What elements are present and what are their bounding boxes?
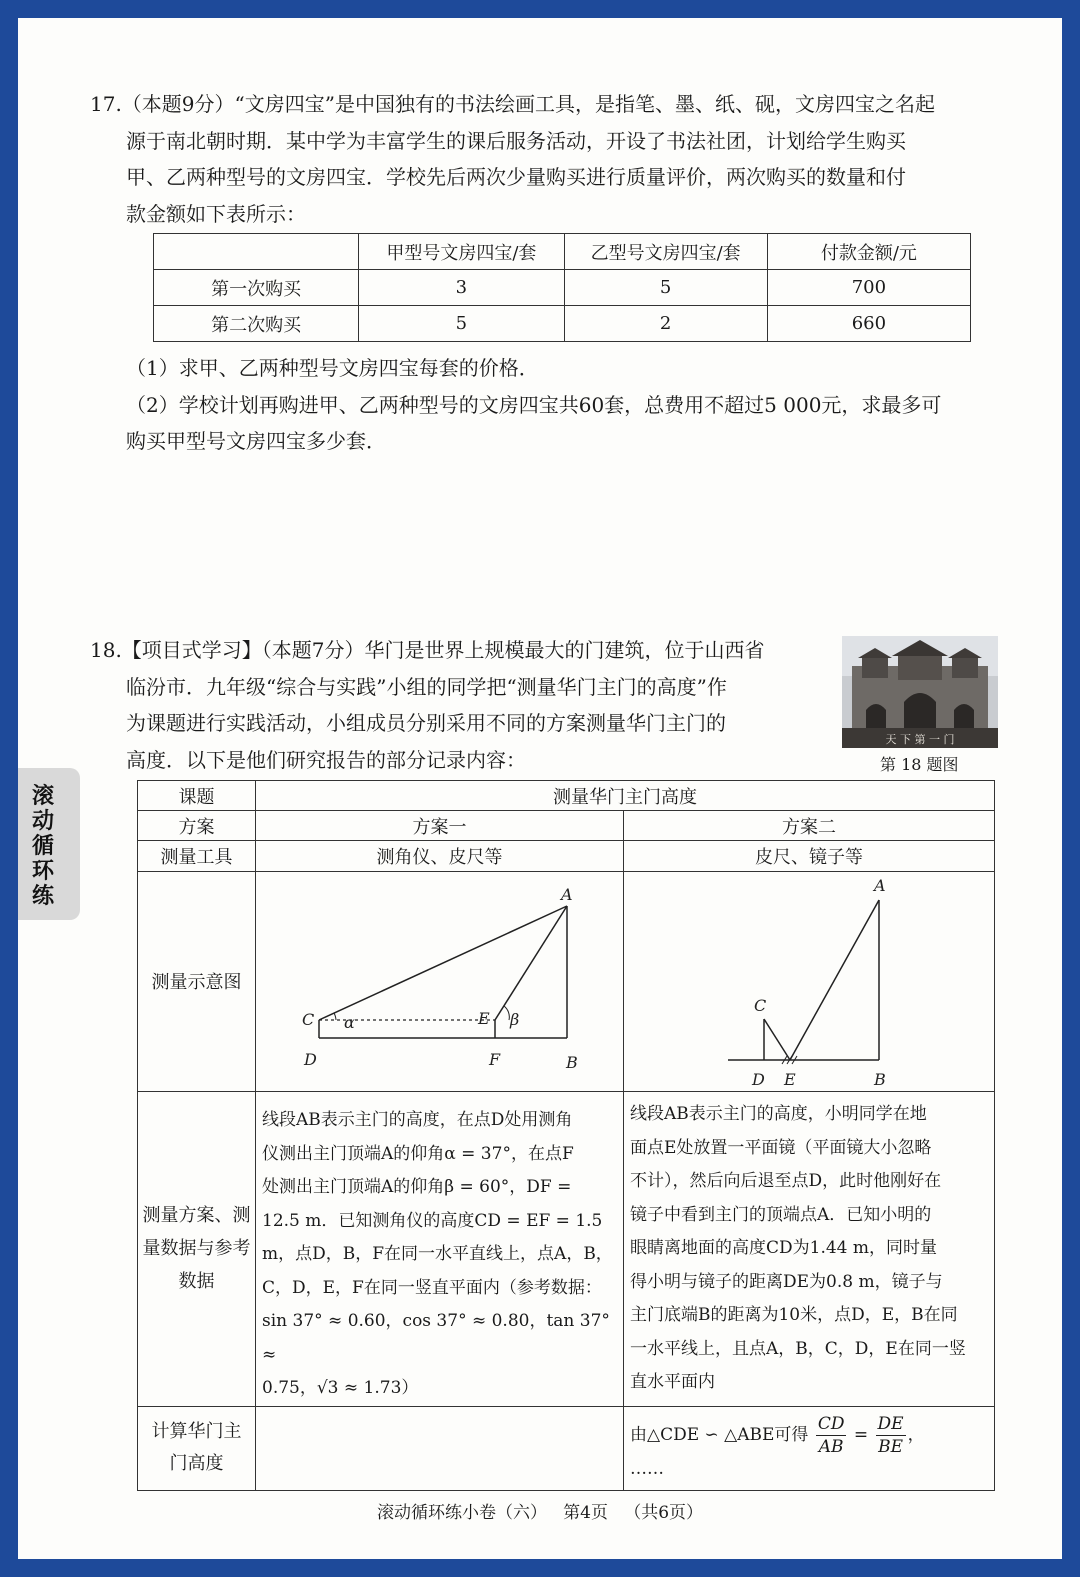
data-1-line: 线段AB表示主门的高度，在点D处用测角 (262, 1110, 573, 1130)
angle-beta-arc (504, 1006, 509, 1020)
row-label-topic: 课题 (138, 781, 256, 811)
label-beta: β (510, 1009, 520, 1029)
data-2-line: 不计），然后向后退至点D，此时他刚好在 (630, 1171, 942, 1191)
diagram-1 (256, 873, 622, 1091)
fraction-de-be (876, 1413, 906, 1458)
line-CA (319, 906, 567, 1020)
table-header-row (154, 234, 971, 270)
angle-alpha-arc (334, 1013, 336, 1020)
calc-2-formula (630, 1413, 988, 1458)
side-tab (18, 768, 80, 920)
label-alpha: α (344, 1012, 355, 1032)
table-cell: 700 (767, 270, 970, 306)
fraction-denominator: BE (878, 1436, 904, 1457)
data-2-line: 线段AB表示主门的高度，小明同学在地 (630, 1104, 927, 1124)
calc-2 (624, 1406, 995, 1490)
table-row (138, 1092, 995, 1407)
data-2-line: 眼睛离地面的高度CD为1.44 m，同时量 (630, 1238, 938, 1258)
calc-2-ellipsis: …… (630, 1458, 664, 1479)
table-row (154, 270, 971, 306)
q17-subquestions (126, 350, 1006, 460)
fraction-denominator: AB (818, 1436, 844, 1457)
row-label-data-text: 测量方案、测量数据与参考数据 (142, 1205, 251, 1293)
calc-2-prefix: 由△CDE ∽ △ABE可得 (630, 1424, 809, 1445)
q17-line-3: 甲、乙两种型号的文房四宝．学校先后两次少量购买进行质量评价，两次购买的数量和付 (126, 165, 906, 189)
row-label-calc-text: 计算华门主门高度 (151, 1421, 242, 1474)
q17-sub2-line-2: 购买甲型号文房四宝多少套． (126, 429, 386, 453)
table-header-cell: 甲型号文房四宝/套 (359, 234, 564, 270)
q18-line-3: 为课题进行实践活动，小组成员分别采用不同的方案测量华门主门的 (126, 711, 726, 735)
q17-sub2-line-1: （2）学校计划再购进甲、乙两种型号的文房四宝共60套，总费用不超过5 000元，求最多可 (126, 392, 942, 417)
diagram-2-cell (624, 872, 995, 1092)
q18-line-4: 高度．以下是他们研究报告的部分记录内容： (126, 747, 526, 772)
fraction-cd-ab (816, 1413, 847, 1458)
topic-value: 测量华门主门高度 (256, 781, 995, 811)
line-EA (790, 900, 879, 1060)
tools-2: 皮尺、镜子等 (624, 841, 995, 872)
table-row (138, 1406, 995, 1490)
label-C: C (302, 1009, 315, 1029)
side-tab-label: 滚动循环练 (32, 784, 55, 909)
plan-2: 方案二 (624, 811, 995, 841)
q17-table (153, 233, 971, 342)
data-2-line: 面点E处放置一平面镜（平面镜大小忽略 (630, 1137, 932, 1158)
data-1-line: sin 37° ≈ 0.60，cos 37° ≈ 0.80，tan 37° ≈ (262, 1311, 610, 1365)
q17-line-1: 17.（本题9分）“文房四宝”是中国独有的书法绘画工具，是指笔、墨、纸、砚，文房四宝之名起 (90, 92, 935, 116)
calc-2-comma: ， (907, 1424, 925, 1445)
data-2 (624, 1092, 995, 1407)
table-header-cell: 付款金额/元 (767, 234, 970, 270)
data-2-line: 镜子中看到主门的顶端点A．已知小明的 (630, 1204, 932, 1225)
table-cell: 第二次购买 (154, 306, 359, 342)
label-C: C (754, 995, 767, 1015)
table-header-cell: 乙型号文房四宝/套 (564, 234, 767, 270)
row-label-data (138, 1092, 256, 1407)
data-1-line: 仪测出主门顶端A的仰角α = 37°，在点F (262, 1143, 574, 1164)
table-row (138, 811, 995, 841)
table-row (138, 872, 995, 1092)
row-label-calc (138, 1406, 256, 1490)
huamen-photo (842, 636, 998, 748)
label-E: E (784, 1069, 796, 1089)
q17-line-2: 源于南北朝时期．某中学为丰富学生的课后服务活动，开设了书法社团，计划给学生购买 (126, 128, 906, 153)
table-cell: 660 (767, 306, 970, 342)
diagram-2 (624, 873, 993, 1091)
q18-text (90, 632, 840, 778)
page-footer: 滚动循环练小卷（六） 第4页 （共6页） (376, 1503, 704, 1523)
table-row (154, 306, 971, 342)
data-1-line: 0.75，√3 ≈ 1.73） (262, 1378, 419, 1398)
mirror-hatch (782, 1056, 797, 1064)
q17-line-4: 款金额如下表所示： (126, 201, 306, 226)
table-cell: 5 (359, 306, 564, 342)
table-cell: 5 (564, 270, 767, 306)
q18-line-1: 18.【项目式学习】（本题7分）华门是世界上规模最大的门建筑，位于山西省 (90, 638, 765, 662)
fraction-numerator: DE (877, 1413, 904, 1434)
data-1 (256, 1092, 624, 1407)
table-cell: 第一次购买 (154, 270, 359, 306)
label-B: B (874, 1069, 886, 1089)
line-CE (764, 1019, 790, 1060)
photo-caption: 第 18 题图 (880, 755, 959, 774)
table-row (138, 841, 995, 872)
tools-1: 测角仪、皮尺等 (256, 841, 624, 872)
q18-report-table (137, 780, 995, 1491)
plan-1: 方案一 (256, 811, 624, 841)
data-1-line: C，D，E，F在同一竖直平面内（参考数据： (262, 1277, 602, 1298)
data-2-line: 得小明与镜子的距离DE为0.8 m，镜子与 (630, 1271, 943, 1292)
row-label-diagram (138, 872, 256, 1092)
q18-line-2: 临汾市．九年级“综合与实践”小组的同学把“测量华门主门的高度”作 (126, 674, 727, 699)
table-cell: 2 (564, 306, 767, 342)
table-header-cell (154, 234, 359, 270)
equals-sign: = (853, 1424, 869, 1445)
data-2-line: 主门底端B的距离为10米，点D，E，B在同 (630, 1305, 958, 1325)
label-F: F (489, 1049, 501, 1069)
diagram-1-cell (256, 872, 624, 1092)
data-2-line: 直水平面内 (630, 1372, 715, 1392)
data-1-line: 处测出主门顶端A的仰角β = 60°，DF = (262, 1177, 572, 1197)
data-1-line: 12.5 m．已知测角仪的高度CD = EF = 1.5 (262, 1210, 603, 1231)
label-D: D (752, 1069, 765, 1089)
label-B: B (566, 1052, 578, 1072)
label-D: D (304, 1049, 317, 1069)
table-row (138, 781, 995, 811)
label-A: A (874, 875, 886, 895)
label-A: A (561, 884, 573, 904)
calc-1 (256, 1406, 624, 1490)
table-cell: 3 (359, 270, 564, 306)
q17-sub1: （1）求甲、乙两种型号文房四宝每套的价格． (126, 356, 539, 380)
row-label-diagram-text: 测量示意图 (151, 972, 242, 993)
row-label-tools: 测量工具 (138, 841, 256, 872)
data-2-line: 一水平线上，且点A，B，C，D，E在同一竖 (630, 1338, 966, 1359)
fraction-numerator: CD (817, 1413, 845, 1434)
q17-text (90, 86, 1010, 232)
label-E: E (478, 1008, 490, 1028)
row-label-plan: 方案 (138, 811, 256, 841)
data-1-line: m，点D，B，F在同一水平直线上，点A，B， (262, 1244, 613, 1264)
photo-sign-text: 天 下 第 一 门 (885, 733, 955, 746)
